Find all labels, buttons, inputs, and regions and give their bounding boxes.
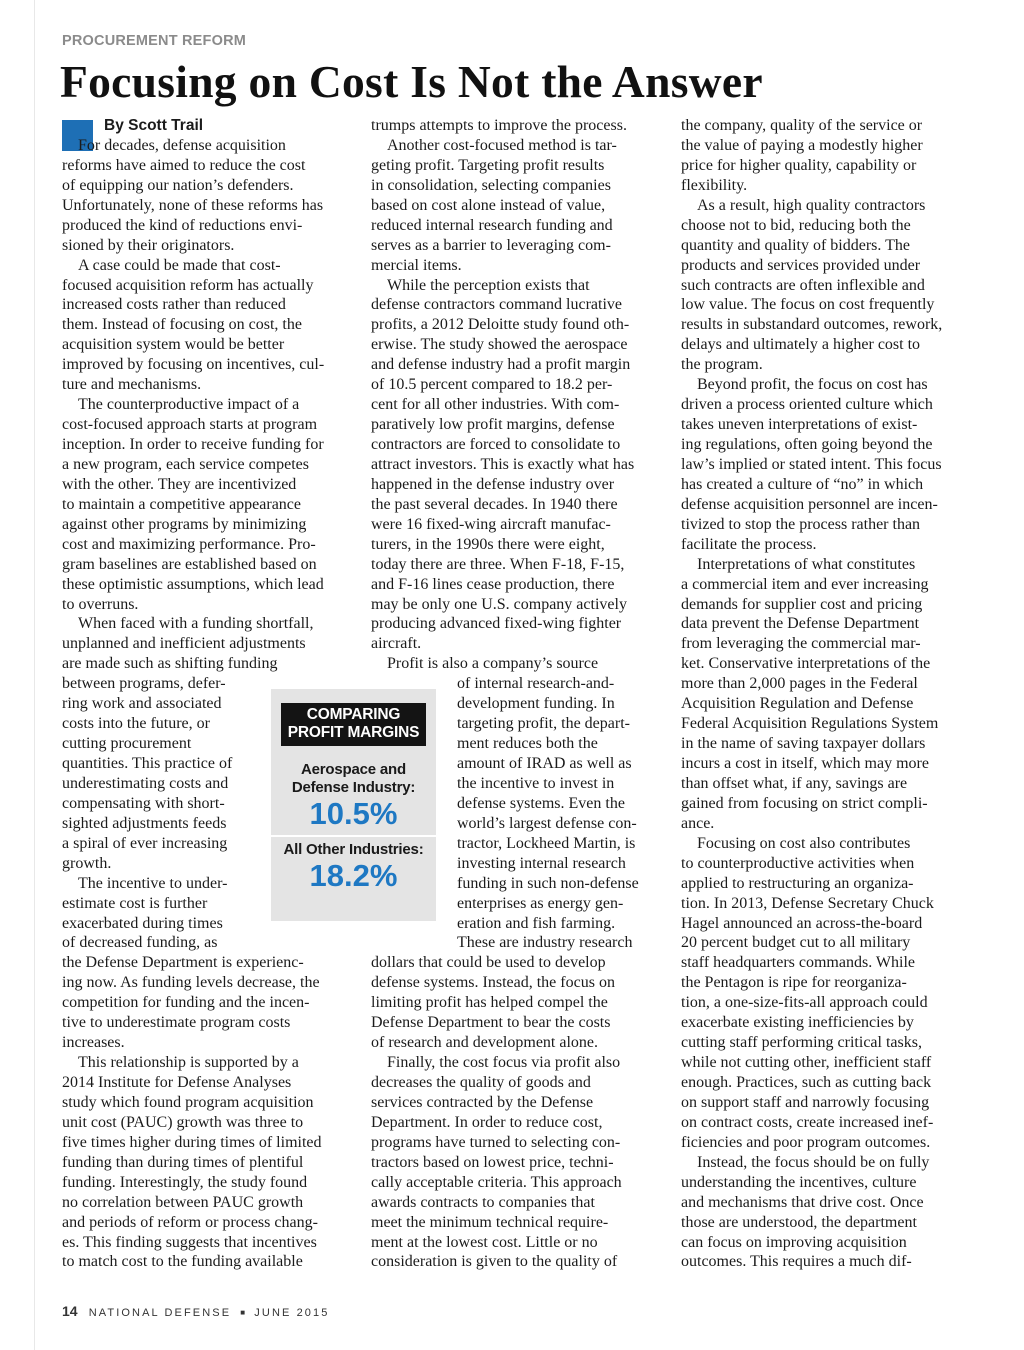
- text-line: tion, a one-size-fits-all approach could: [681, 994, 928, 1012]
- aerospace-label-line-1: Aerospace and: [301, 761, 406, 778]
- text-line: produced the kind of reductions envi-: [62, 216, 303, 234]
- text-line: cent for all other industries. With com-: [371, 396, 620, 414]
- text-line: Unfortunately, none of these reforms has: [62, 196, 324, 214]
- text-line: ture and mechanisms.: [62, 376, 202, 394]
- text-line: the Pentagon is ripe for reorganiza-: [681, 974, 907, 992]
- text-line: Federal Acquisition Regulations System: [681, 715, 939, 733]
- text-line: trumps attempts to improve the process.: [371, 117, 627, 134]
- text-line: were 16 fixed-wing aircraft manufac-: [371, 515, 611, 533]
- text-line: products and services provided under: [681, 256, 921, 274]
- text-line: law’s implied or stated intent. This focus: [681, 455, 942, 473]
- text-line: happened in the defense industry over: [371, 475, 615, 493]
- text-line: improved by focusing on incentives, cul-: [62, 356, 325, 374]
- page-footer: [62, 1303, 329, 1319]
- sidebar-title-line-1: COMPARING: [306, 706, 401, 723]
- text-line: demands for supplier cost and pricing: [681, 595, 923, 613]
- text-line: cost and maximizing performance. Pro-: [62, 535, 316, 553]
- text-line: attract investors. This is exactly what has: [371, 455, 635, 473]
- text-line: to maintain a competitive appearance: [62, 495, 301, 513]
- text-line: outcomes. This requires a much dif-: [681, 1253, 912, 1271]
- text-line: of research and development alone.: [371, 1034, 599, 1052]
- text-line: such contracts are often inflexible and: [681, 276, 925, 294]
- text-line: unit cost (PAUC) growth was three to: [62, 1113, 304, 1131]
- text-line: geting profit. Targeting profit results: [371, 156, 605, 174]
- text-line: exacerbate existing inefficiencies by: [681, 1014, 914, 1032]
- text-line: quantities. This practice of: [62, 755, 233, 772]
- footer-separator: ■: [240, 1308, 246, 1317]
- text-line: the past several decades. In 1940 there: [371, 495, 618, 513]
- text-line: When faced with a funding shortfall,: [78, 615, 314, 633]
- text-line: producing advanced fixed-wing fighter: [371, 615, 622, 633]
- text-line: exacerbated during times: [62, 914, 223, 932]
- aerospace-label-line-2: Defense Industry:: [291, 779, 416, 796]
- text-line: Another cost-focused method is tar-: [387, 136, 617, 154]
- text-line: dollars that could be used to develop: [371, 954, 606, 972]
- text-line: increased costs rather than reduced: [62, 296, 286, 314]
- text-line: gram baselines are established based on: [62, 555, 317, 573]
- aerospace-margin-value: 10.5%: [309, 796, 398, 831]
- text-line: those are understood, the department: [681, 1213, 917, 1231]
- profit-margins-sidebar: [271, 689, 436, 921]
- byline-line: [62, 116, 344, 136]
- text-line: enterprises as energy gen-: [457, 894, 624, 912]
- text-line: on support staff and narrowly focusing: [681, 1093, 930, 1111]
- publication-name: NATIONAL DEFENSE: [88, 1307, 232, 1319]
- text-line: defense acquisition personnel are incen-: [681, 495, 938, 513]
- text-line: services contracted by the Defense: [371, 1093, 594, 1111]
- text-line: ring work and associated: [62, 695, 222, 713]
- text-line: results in substandard outcomes, rework,: [681, 316, 943, 334]
- text-line: Instead, the focus should be on fully: [697, 1153, 930, 1171]
- text-line: A case could be made that cost-: [78, 256, 281, 274]
- text-line: delays and ultimately a higher cost to: [681, 336, 921, 354]
- text-line: incurs a cost in itself, which may more: [681, 755, 929, 772]
- text-line: 20 percent budget cut to all military: [681, 934, 911, 952]
- text-line: to overruns.: [62, 595, 139, 613]
- text-line: investing internal research: [457, 854, 626, 872]
- text-line: eration and fish farming.: [457, 914, 616, 932]
- text-line: ment reduces both the: [457, 735, 598, 753]
- text-line: decreases the quality of goods and: [371, 1074, 591, 1091]
- text-line: against other programs by minimizing: [62, 515, 307, 533]
- text-line: of decreased funding, as: [62, 934, 218, 952]
- text-line: study which found program acquisition: [62, 1093, 314, 1111]
- text-line: in consolidation, selecting companies: [371, 176, 611, 194]
- text-line: amount of IRAD as well as: [457, 755, 632, 772]
- text-line: awards contracts to companies that: [371, 1193, 595, 1211]
- text-line: and F-16 lines cease production, there: [371, 575, 615, 593]
- text-line: defense systems. Instead, the focus on: [371, 974, 615, 992]
- text-line: price for higher quality, capability or: [681, 156, 917, 174]
- text-line: from leveraging the commercial mar-: [681, 635, 921, 653]
- text-line: Beyond profit, the focus on cost has: [697, 376, 928, 394]
- text-line: to counterproductive activities when: [681, 854, 915, 872]
- text-line: the value of paying a modestly higher: [681, 136, 923, 154]
- text-line: increases.: [62, 1034, 125, 1052]
- text-line: has created a culture of “no” in which: [681, 475, 924, 493]
- text-line: turers, in the 1990s there were eight,: [371, 535, 605, 553]
- text-line: funding. Interestingly, the study found: [62, 1173, 308, 1191]
- text-line: paratively low profit margins, defense: [371, 416, 615, 434]
- sidebar-divider: [271, 835, 436, 837]
- text-line: consideration is given to the quality of: [371, 1253, 618, 1271]
- text-line: cutting staff performing critical tasks,: [681, 1034, 922, 1052]
- text-line: the Defense Department is experienc-: [62, 954, 304, 972]
- text-line: and mechanisms that drive cost. Once: [681, 1193, 924, 1211]
- text-line: development funding. In: [457, 695, 615, 713]
- text-line: them. Instead of focusing on cost, the: [62, 316, 302, 334]
- text-line: inception. In order to receive funding for: [62, 436, 324, 453]
- text-line: a new program, each service competes: [62, 455, 309, 473]
- text-line: gained from focusing on strict compli-: [681, 794, 928, 812]
- text-line: and defense industry had a profit margin: [371, 356, 631, 374]
- text-line: the incentive to invest in: [457, 774, 615, 792]
- text-line: Acquisition Regulation and Defense: [681, 695, 914, 713]
- article-headline: Focusing on Cost Is Not the Answer: [60, 56, 763, 107]
- text-line: flexibility.: [681, 176, 748, 194]
- text-line: cutting procurement: [62, 735, 192, 753]
- text-line: based on cost alone instead of value,: [371, 196, 606, 214]
- text-line: Defense Department to bear the costs: [371, 1014, 611, 1032]
- text-line: ance.: [681, 814, 715, 832]
- text-line: targeting profit, the depart-: [457, 715, 630, 733]
- sidebar-title-line-2: PROFIT MARGINS: [287, 724, 420, 741]
- text-line: Finally, the cost focus via profit also: [387, 1054, 621, 1072]
- byline: By Scott Trail: [104, 117, 204, 134]
- text-line: programs have turned to selecting con-: [371, 1133, 621, 1151]
- text-line: are made such as shifting funding: [62, 655, 278, 673]
- text-line: tive to underestimate program costs: [62, 1014, 291, 1032]
- text-line: cally acceptable criteria. This approach: [371, 1173, 622, 1191]
- page-number: 14: [62, 1303, 78, 1319]
- text-line: of 10.5 percent compared to 18.2 per-: [371, 376, 613, 394]
- text-line: costs into the future, or: [62, 715, 210, 733]
- text-line: takes uneven interpretations of exist-: [681, 416, 918, 434]
- text-line: no correlation between PAUC growth: [62, 1193, 304, 1211]
- text-line: enough. Practices, such as cutting back: [681, 1074, 932, 1091]
- text-line: quantity and quality of bidders. The: [681, 236, 910, 254]
- text-line: For decades, defense acquisition: [78, 136, 286, 154]
- text-line: may be only one U.S. company actively: [371, 595, 627, 613]
- text-line: underestimating costs and: [62, 774, 229, 792]
- text-line: tractors based on lowest price, techni-: [371, 1153, 614, 1171]
- text-line: compensating with short-: [62, 794, 225, 812]
- text-line: defense systems. Even the: [457, 794, 625, 812]
- text-line: ing regulations, often going beyond the: [681, 436, 933, 453]
- text-line: 2014 Institute for Defense Analyses: [62, 1074, 292, 1091]
- text-line: these optimistic assumptions, which lead: [62, 575, 324, 593]
- text-line: funding than during times of plentiful: [62, 1153, 304, 1171]
- text-line: The incentive to under-: [78, 874, 228, 892]
- text-line: tion. In 2013, Defense Secretary Chuck: [681, 894, 934, 912]
- text-line: ket. Conservative interpretations of the: [681, 655, 931, 673]
- text-line: of internal research-and-: [457, 675, 615, 693]
- text-line: can focus on improving acquisition: [681, 1233, 907, 1251]
- text-line: sighted adjustments feeds: [62, 814, 227, 832]
- text-line: than offset what, if any, savings are: [681, 774, 908, 792]
- text-line: Department. In order to reduce cost,: [371, 1113, 603, 1131]
- text-line: Profit is also a company’s source: [387, 655, 599, 673]
- text-line: erwise. The study showed the aerospace: [371, 336, 628, 354]
- text-line: defense contractors command lucrative: [371, 296, 622, 314]
- text-line: applied to restructuring an organiza-: [681, 874, 914, 892]
- text-line: Hagel announced an across-the-board: [681, 914, 923, 932]
- text-line: to match cost to the funding available: [62, 1253, 303, 1271]
- text-line: a commercial item and ever increasing: [681, 575, 929, 593]
- column-3-text: [681, 116, 963, 1272]
- text-line: facilitate the process.: [681, 535, 817, 553]
- text-line: acquisition system would be better: [62, 336, 285, 354]
- article-column-3: [681, 116, 963, 1272]
- text-line: unplanned and inefficient adjustments: [62, 635, 306, 653]
- text-line: world’s largest defense con-: [457, 814, 637, 832]
- text-line: mercial items.: [371, 256, 462, 274]
- text-line: This relationship is supported by a: [78, 1054, 299, 1072]
- text-line: five times higher during times of limited: [62, 1133, 322, 1151]
- text-line: focused acquisition reform has actually: [62, 276, 314, 294]
- text-line: low value. The focus on cost frequently: [681, 296, 935, 314]
- text-line: choose not to bid, reducing both the: [681, 216, 911, 234]
- text-line: while not cutting other, inefficient staff: [681, 1054, 932, 1072]
- text-line: ficiencies and poor program outcomes.: [681, 1133, 931, 1151]
- text-line: more than 2,000 pages in the Federal: [681, 675, 918, 693]
- text-line: reduced internal research funding and: [371, 216, 613, 234]
- text-line: with the other. They are incentivized: [62, 475, 297, 493]
- sidebar-title: [281, 703, 426, 746]
- text-line: Interpretations of what constitutes: [697, 555, 916, 573]
- text-line: competition for funding and the incen-: [62, 994, 310, 1012]
- text-line: on contract costs, create increased inef-: [681, 1113, 934, 1131]
- text-line: tractor, Lockheed Martin, is: [457, 834, 636, 852]
- text-line: ing now. As funding levels decrease, the: [62, 974, 320, 992]
- text-line: growth.: [62, 854, 112, 872]
- text-line: These are industry research: [457, 934, 633, 952]
- text-line: staff headquarters commands. While: [681, 954, 915, 972]
- text-line: driven a process oriented culture which: [681, 396, 933, 414]
- text-line: the company, quality of the service or: [681, 117, 923, 134]
- text-line: the program.: [681, 356, 763, 374]
- issue-date: JUNE 2015: [254, 1307, 330, 1319]
- text-line: understanding the incentives, culture: [681, 1173, 917, 1191]
- text-line: of equipping our nation’s defenders.: [62, 176, 294, 194]
- text-line: Focusing on cost also contributes: [697, 834, 911, 852]
- text-line: between programs, defer-: [62, 675, 226, 693]
- text-line: aircraft.: [371, 635, 422, 653]
- other-industries-margin-value: 18.2%: [309, 858, 398, 893]
- text-line: reforms have aimed to reduce the cost: [62, 156, 306, 174]
- page-gutter: [0, 0, 35, 1350]
- text-line: and periods of reform or process chang-: [62, 1213, 318, 1231]
- text-line: meet the minimum technical require-: [371, 1213, 609, 1231]
- other-industries-label: All Other Industries:: [283, 841, 424, 858]
- text-line: limiting profit has helped compel the: [371, 994, 608, 1012]
- text-line: a spiral of ever increasing: [62, 834, 228, 852]
- aerospace-label: [271, 761, 436, 797]
- text-line: today there are three. When F-18, F-15,: [371, 555, 625, 573]
- text-line: While the perception exists that: [387, 276, 590, 294]
- text-line: funding in such non-defense: [457, 874, 639, 892]
- text-line: sioned by their originators.: [62, 236, 235, 254]
- text-line: profits, a 2012 Deloitte study found oth-: [371, 316, 630, 334]
- text-line: ment at the lowest cost. Little or no: [371, 1233, 598, 1251]
- text-line: estimate cost is further: [62, 894, 208, 912]
- text-line: es. This finding suggests that incentives: [62, 1233, 317, 1251]
- text-line: data prevent the Defense Department: [681, 615, 920, 633]
- text-line: The counterproductive impact of a: [78, 396, 300, 414]
- text-line: serves as a barrier to leveraging com-: [371, 236, 611, 254]
- text-line: contractors are forced to consolidate to: [371, 436, 621, 453]
- text-line: tivized to stop the process rather than: [681, 515, 921, 533]
- text-line: As a result, high quality contractors: [697, 196, 926, 214]
- text-line: cost-focused approach starts at program: [62, 416, 318, 434]
- text-line: in the name of saving taxpayer dollars: [681, 735, 926, 753]
- section-kicker: PROCUREMENT REFORM: [62, 33, 247, 49]
